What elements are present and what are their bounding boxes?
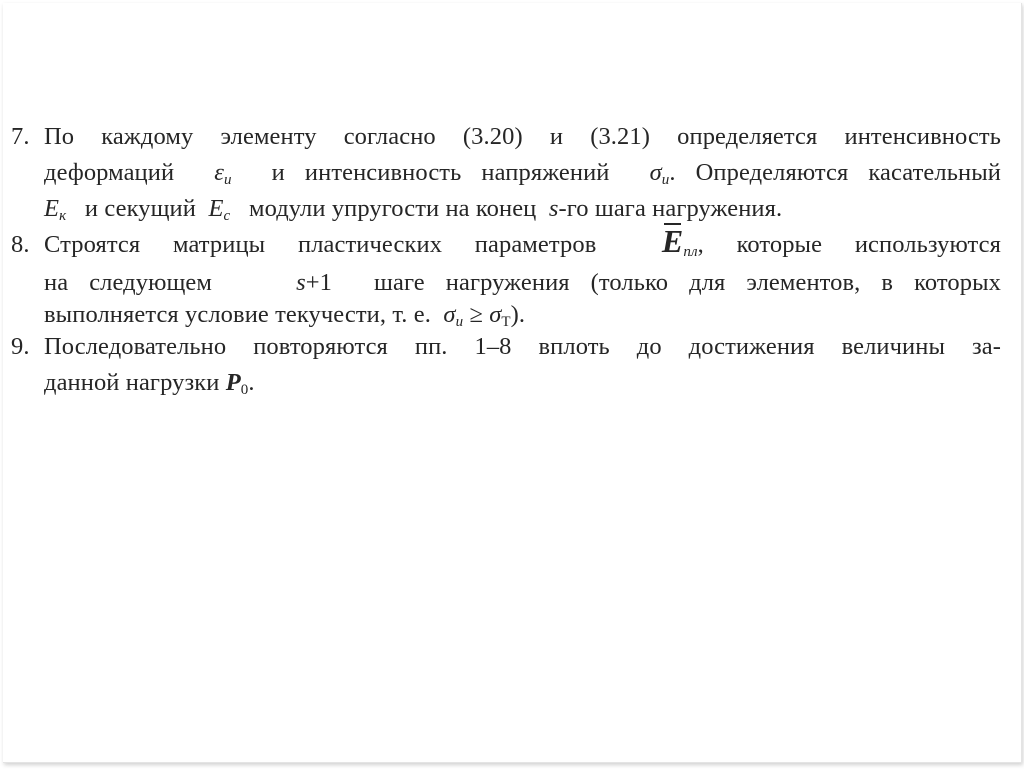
sigma-letter: σ — [649, 159, 662, 186]
load-symbol: P — [225, 369, 241, 396]
plastic-matrix-subscript: пл — [683, 244, 698, 260]
item-8-text-3b: ). — [510, 301, 526, 328]
item-9-text-2a: данной нагрузки — [44, 369, 220, 396]
item-8-text-2a: на следующем — [44, 269, 213, 296]
item-7-text-1: По каждому элементу согласно (3.20) и (3.21) определяется интенсивность — [44, 123, 1001, 150]
step-symbol: s — [548, 195, 559, 222]
matrix-overbar — [664, 223, 681, 225]
item-7-text-3a: и секущий — [84, 195, 196, 222]
item-7-line-1 — [11, 119, 1001, 155]
item-9-text-2b: . — [248, 369, 255, 396]
item-7-number: 7. — [11, 123, 30, 150]
item-7-text-3c: -го шага нагружения. — [558, 195, 783, 222]
yield-sigma-u: σ — [443, 301, 456, 328]
secant-modulus-subscript: c — [223, 208, 231, 224]
item-9-text-1: Последовательно повторяются пп. 1–8 вплоть до достижения величины за- — [44, 333, 1001, 360]
epsilon-subscript: u — [224, 172, 232, 188]
item-9-line-1 — [11, 329, 1001, 365]
epsilon-letter: ε — [214, 159, 224, 186]
load-subscript: 0 — [240, 382, 249, 398]
item-8-line-2 — [11, 265, 1001, 301]
sigma-symbol — [650, 159, 670, 186]
yield-sigma-t-subscript: Т — [501, 314, 511, 330]
item-7-text-3b: модули упругости на конец — [248, 195, 537, 222]
secant-modulus-symbol — [208, 195, 230, 222]
slide — [3, 3, 1022, 763]
tangent-modulus-symbol — [44, 195, 66, 222]
item-9-number: 9. — [11, 333, 30, 360]
tangent-modulus-subscript: к — [59, 208, 67, 224]
geq-sign: ≥ — [469, 301, 483, 328]
item-8-text-3a: выполняется условие текучести, т. е. — [44, 301, 431, 328]
next-step-increment: +1 — [305, 269, 332, 296]
plastic-matrix-symbol — [661, 223, 684, 259]
yield-condition — [443, 301, 510, 328]
item-7-text-2b: и интенсивность напряжений — [271, 159, 610, 186]
plastic-matrix-letter: E — [661, 223, 684, 259]
item-7-text-2c: . Определяются касательный — [669, 159, 1001, 186]
list-item-8 — [11, 223, 1001, 335]
item-8-number: 8. — [11, 231, 30, 258]
item-8-line-3 — [11, 297, 1001, 333]
yield-sigma-t: σ — [489, 301, 502, 328]
tangent-modulus-letter: E — [44, 195, 60, 222]
item-9-line-2 — [11, 365, 1001, 401]
yield-sigma-u-subscript: u — [455, 314, 464, 330]
list-item-7 — [11, 119, 1001, 227]
item-8-text-1a: Строятся матрицы пластических параметров — [44, 231, 597, 258]
item-7-line-2 — [11, 155, 1001, 191]
list-item-9 — [11, 329, 1001, 401]
item-8-line-1 — [11, 223, 1001, 263]
item-7-text-2a: деформаций — [44, 159, 175, 186]
item-8-text-2b: шаге нагружения (только для элементов, в которых — [374, 269, 1001, 296]
epsilon-symbol — [214, 159, 231, 186]
next-step-symbol: s — [296, 269, 306, 296]
secant-modulus-letter: E — [208, 195, 224, 222]
sigma-subscript: u — [661, 172, 670, 188]
item-7-line-3 — [11, 191, 1001, 227]
item-8-text-1b: , которые используются — [697, 231, 1001, 258]
